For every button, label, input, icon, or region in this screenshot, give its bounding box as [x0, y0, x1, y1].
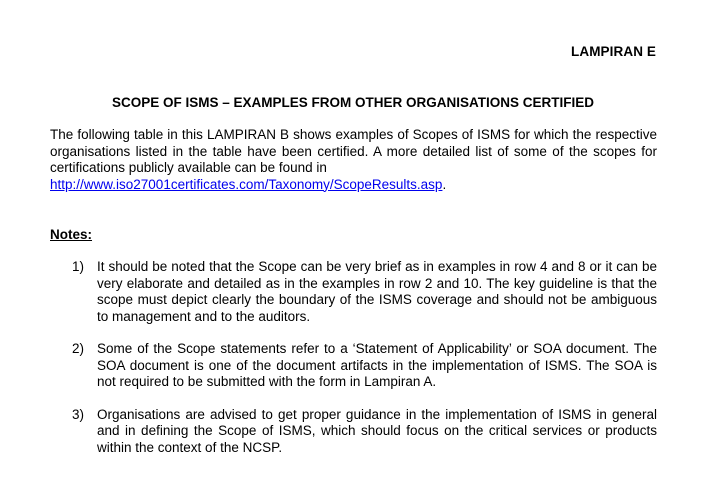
- note-item: [72, 341, 657, 391]
- note-text: It should be noted that the Scope can be very brief as in examples in row 4 and 8 or it can be very elaborate and detailed as in the examples in row 2 and 10. The key guideline is that the scope must depict clearly the boundary of the ISMS coverage and should not be ambiguous to management and to the auditors.: [97, 259, 657, 324]
- intro-paragraph: [50, 127, 657, 193]
- note-item: [72, 407, 657, 457]
- note-number: 3): [72, 406, 85, 422]
- intro-text: The following table in this LAMPIRAN B shows examples of Scopes of ISMS for which the respective organisations listed in the table have been certified. A more detailed list of some of the scopes for certifications publicly available can be found in: [50, 127, 657, 175]
- notes-list: [72, 259, 657, 456]
- intro-text-end: .: [442, 176, 447, 192]
- note-text: Organisations are advised to get proper guidance in the implementation of ISMS in general and in defining the Scope of ISMS, which should focus on the critical services or products within the context of the NCSP.: [97, 406, 657, 455]
- notes-heading: Notes:: [50, 227, 93, 242]
- page-title: SCOPE OF ISMS – EXAMPLES FROM OTHER ORGANISATIONS CERTIFIED: [111, 95, 595, 110]
- note-text: Some of the Scope statements refer to a ‘Statement of Applicability’ or SOA document. The SOA document is one of the document artifacts in the implementation of ISMS. The SOA is not required to be submitted with the form in Lampiran A.: [97, 341, 657, 389]
- note-number: 2): [72, 341, 85, 356]
- appendix-label: LAMPIRAN E: [571, 44, 656, 59]
- note-number: 1): [72, 259, 85, 274]
- scope-results-link[interactable]: http://www.iso27001certificates.com/Taxonomy/ScopeResults.asp: [50, 176, 443, 192]
- note-item: [72, 259, 657, 325]
